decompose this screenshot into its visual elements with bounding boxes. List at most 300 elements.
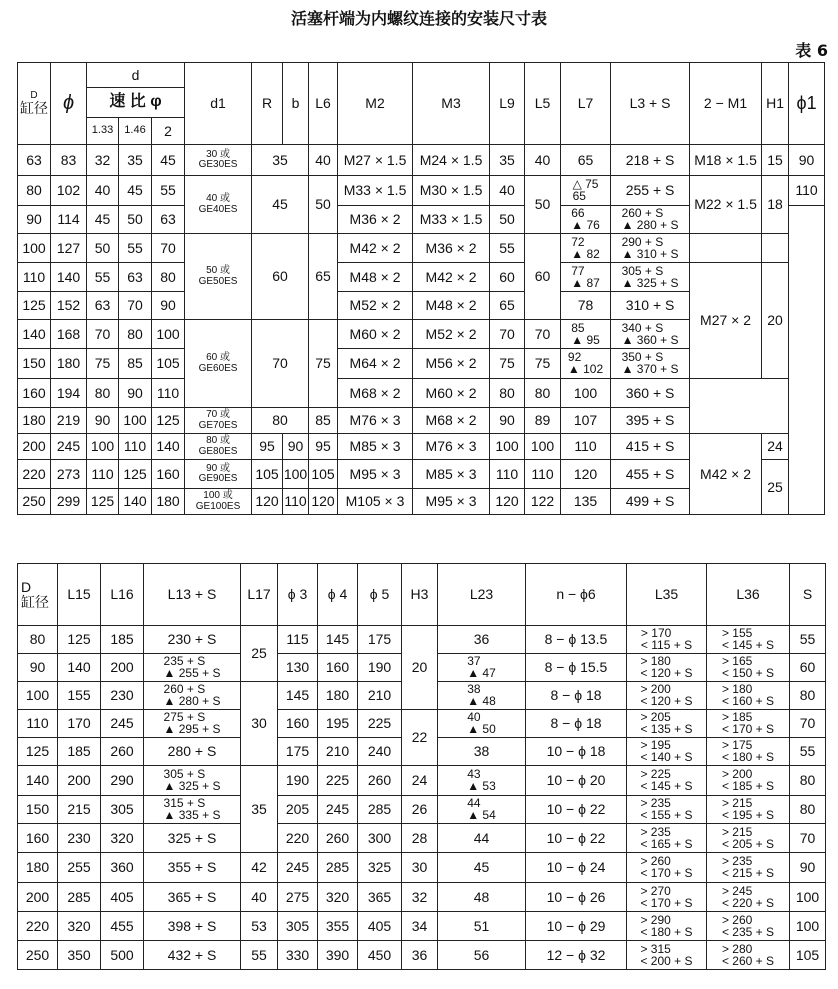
cell-L36: > 215 < 195 + S [707,796,790,824]
cell-S: 100 [790,883,826,912]
cell-L23: 40 ▲ 50 [438,710,526,738]
cell-H3: 28 [402,824,438,853]
hdr-bore: D 缸径 [18,63,51,145]
cell-bore: 100 [18,682,58,710]
cell-phi5: 325 [358,853,402,883]
cell-L15: 200 [58,766,101,796]
cell-L15: 125 [58,626,101,654]
table-row [18,263,825,292]
hdr-L16: L16 [101,564,144,626]
table-row [18,408,825,434]
cell-d: 55 [87,263,119,292]
table-row [18,824,826,853]
cell-M2: M52 × 2 [338,292,413,320]
cell-L5: 70 [525,320,561,349]
table-row [18,626,826,654]
hdr-L5: L5 [525,63,561,145]
hdr-ratio-2: 1.46 [119,118,152,145]
cell-L7: 66 ▲ 76 [561,206,611,234]
cell-L13S: 325 + S [144,824,241,853]
cell-L3S: 255 + S [611,176,690,206]
hdr-d: d [87,63,185,88]
cell-L13S: 432 + S [144,941,241,970]
dimension-table-2 [17,563,826,970]
hdr-L15: L15 [58,564,101,626]
cell-M3: M36 × 2 [413,234,490,263]
cell-R: 95 [252,434,283,460]
hdr-L3S: L3 + S [611,63,690,145]
cell-d: 110 [119,434,152,460]
cell-M3: M33 × 1.5 [413,206,490,234]
cell-bore: 200 [18,883,58,912]
cell-phi5: 365 [358,883,402,912]
cell-M1: M27 × 2 [690,263,762,379]
cell-S: 60 [790,654,826,682]
cell-L15: 155 [58,682,101,710]
cell-R: 35 [252,145,309,176]
cell-phi4: 285 [318,853,358,883]
cell-L17: 42 [241,853,278,883]
table-row [18,234,825,263]
cell-phi4: 195 [318,710,358,738]
cell-phi3: 145 [278,682,318,710]
hdr-L13S: L13 + S [144,564,241,626]
cell-d: 40 [87,176,119,206]
cell-phi4: 160 [318,654,358,682]
cell-H3: 24 [402,766,438,796]
cell-M2: M27 × 1.5 [338,145,413,176]
cell-n-phi6: 12 − ϕ 32 [526,941,627,970]
cell-L3S: 290 + S ▲ 310 + S [611,234,690,263]
table-row [18,796,826,824]
cell-d: 105 [152,349,185,379]
cell-n-phi6: 10 − ϕ 18 [526,738,627,766]
cell-bore: 220 [18,912,58,941]
cell-d: 63 [152,206,185,234]
cell-L13S: 305 + S ▲ 325 + S [144,766,241,796]
hdr-M3: M3 [413,63,490,145]
cell-M2: M33 × 1.5 [338,176,413,206]
cell-L7: 72 ▲ 82 [561,234,611,263]
cell-bore: 150 [18,796,58,824]
cell-phi3: 205 [278,796,318,824]
cell-phi4: 210 [318,738,358,766]
cell-L15: 255 [58,853,101,883]
cell-L13S: 275 + S ▲ 295 + S [144,710,241,738]
cell-M3: M76 × 3 [413,434,490,460]
cell-L36: > 245 < 220 + S [707,883,790,912]
cell-L35: > 235 < 155 + S [627,796,707,824]
cell-L7: 100 [561,379,611,408]
cell-d: 125 [87,489,119,515]
cell-L6: 65 [309,234,338,320]
cell-d: 63 [87,292,119,320]
cell-H1: 24 [762,434,789,460]
cell-d: 140 [119,489,152,515]
cell-M1: M22 × 1.5 [690,176,762,234]
hdr-b: b [283,63,309,145]
cell-L7: 78 [561,292,611,320]
cell-L5: 100 [525,434,561,460]
cell-n-phi6: 8 − ϕ 18 [526,710,627,738]
cell-bore: 220 [18,460,51,489]
cell-R: 105 [252,460,283,489]
cell-L23: 56 [438,941,526,970]
cell-d: 45 [152,145,185,176]
cell-L7: 107 [561,408,611,434]
cell-phi1: 90 [789,145,825,176]
cell-M3: M48 × 2 [413,292,490,320]
cell-L13S: 280 + S [144,738,241,766]
hdr-L17: L17 [241,564,278,626]
cell-phi4: 180 [318,682,358,710]
cell-d: 140 [152,434,185,460]
cell-L9: 90 [490,408,525,434]
cell-d: 32 [87,145,119,176]
cell-S: 70 [790,824,826,853]
cell-L23: 44 ▲ 54 [438,796,526,824]
cell-M2: M48 × 2 [338,263,413,292]
cell-S: 55 [790,738,826,766]
cell-d1: 50 或 GE50ES [185,234,252,320]
cell-d: 80 [87,379,119,408]
cell-L23: 45 [438,853,526,883]
cell-L9: 40 [490,176,525,206]
cell-bore: 90 [18,206,51,234]
cell-phi: 168 [51,320,87,349]
cell-bore: 160 [18,379,51,408]
cell-phi: 273 [51,460,87,489]
cell-L3S: 218 + S [611,145,690,176]
cell-M2: M42 × 2 [338,234,413,263]
cell-L3S: 350 + S ▲ 370 + S [611,349,690,379]
cell-n-phi6: 10 − ϕ 22 [526,796,627,824]
cell-L13S: 230 + S [144,626,241,654]
cell-H1: 18 [762,176,789,234]
cell-n-phi6: 8 − ϕ 15.5 [526,654,627,682]
cell-phi: 102 [51,176,87,206]
hdr-H3: H3 [402,564,438,626]
cell-L7: 85 ▲ 95 [561,320,611,349]
cell-L16: 305 [101,796,144,824]
cell-L5: 40 [525,145,561,176]
cell-M2: M68 × 2 [338,379,413,408]
cell-bore: 125 [18,738,58,766]
cell-L36: > 200 < 185 + S [707,766,790,796]
cell-L16: 185 [101,626,144,654]
cell-n-phi6: 10 − ϕ 20 [526,766,627,796]
cell-b: 110 [283,489,309,515]
cell-L36: > 180 < 160 + S [707,682,790,710]
cell-d: 45 [87,206,119,234]
cell-L35: > 270 < 170 + S [627,883,707,912]
cell-M2: M85 × 3 [338,434,413,460]
cell-n-phi6: 10 − ϕ 24 [526,853,627,883]
cell-d: 100 [87,434,119,460]
cell-L36: > 185 < 170 + S [707,710,790,738]
cell-L35: > 180 < 120 + S [627,654,707,682]
cell-d: 125 [152,408,185,434]
cell-bore: 63 [18,145,51,176]
cell-L23: 38 ▲ 48 [438,682,526,710]
cell-L3S: 340 + S ▲ 360 + S [611,320,690,349]
cell-phi3: 305 [278,912,318,941]
cell-L35: > 235 < 165 + S [627,824,707,853]
cell-R: 70 [252,320,309,408]
hdr-L9: L9 [490,63,525,145]
cell-L16: 245 [101,710,144,738]
cell-bore: 150 [18,349,51,379]
cell-L9: 55 [490,234,525,263]
table-row [18,145,825,176]
cell-bore: 100 [18,234,51,263]
cell-H3: 32 [402,883,438,912]
cell-R: 80 [252,408,309,434]
cell-L15: 285 [58,883,101,912]
hdr-speed-ratio: 速 比 φ [87,88,185,118]
cell-H1: 25 [762,460,789,515]
cell-L36: > 165 < 150 + S [707,654,790,682]
cell-bore: 110 [18,710,58,738]
cell-d: 70 [152,234,185,263]
cell-L7: 77 ▲ 87 [561,263,611,292]
cell-L16: 455 [101,912,144,941]
cell-L9: 60 [490,263,525,292]
cell-H1: 20 [762,263,789,379]
cell-L17: 25 [241,626,278,682]
cell-bore: 200 [18,434,51,460]
cell-M2: M36 × 2 [338,206,413,234]
hdr-H1: H1 [762,63,789,145]
cell-S: 80 [790,766,826,796]
cell-n-phi6: 8 − ϕ 13.5 [526,626,627,654]
hdr-ratio-3: 2 [152,118,185,145]
cell-d: 90 [87,408,119,434]
cell-L16: 320 [101,824,144,853]
table-row [18,379,825,408]
cell-d: 35 [119,145,152,176]
cell-phi: 114 [51,206,87,234]
cell-R: 60 [252,234,309,320]
cell-L13S: 365 + S [144,883,241,912]
cell-L36: > 280 < 260 + S [707,941,790,970]
cell-phi: 152 [51,292,87,320]
hdr-phi: ϕ [51,63,87,145]
cell-L17: 35 [241,766,278,853]
cell-H1: 15 [762,145,789,176]
cell-phi: 299 [51,489,87,515]
cell-d: 100 [119,408,152,434]
cell-L7: 65 [561,145,611,176]
cell-phi3: 190 [278,766,318,796]
cell-n-phi6: 10 − ϕ 29 [526,912,627,941]
cell-L17: 30 [241,682,278,766]
cell-L36: > 175 < 180 + S [707,738,790,766]
cell-d: 180 [152,489,185,515]
cell-M3: M30 × 1.5 [413,176,490,206]
dimension-table-1 [17,62,825,515]
cell-L16: 405 [101,883,144,912]
cell-L5: 89 [525,408,561,434]
cell-L9: 75 [490,349,525,379]
cell-M3: M24 × 1.5 [413,145,490,176]
cell-L23: 38 [438,738,526,766]
cell-L16: 360 [101,853,144,883]
cell-L23: 48 [438,883,526,912]
cell-L23: 44 [438,824,526,853]
cell-L6: 85 [309,408,338,434]
hdr-d1: d1 [185,63,252,145]
cell-L13S: 398 + S [144,912,241,941]
cell-phi: 180 [51,349,87,379]
cell-L23: 37 ▲ 47 [438,654,526,682]
cell-H1-empty [762,234,789,263]
cell-phi1: 110 [789,176,825,206]
cell-phi3: 175 [278,738,318,766]
cell-L15: 185 [58,738,101,766]
cell-L6: 40 [309,145,338,176]
cell-phi5: 300 [358,824,402,853]
cell-L6: 105 [309,460,338,489]
cell-d1: 60 或 GE60ES [185,320,252,408]
cell-L13S: 235 + S ▲ 255 + S [144,654,241,682]
cell-d: 70 [87,320,119,349]
cell-L23: 43 ▲ 53 [438,766,526,796]
cell-M3: M68 × 2 [413,408,490,434]
cell-M2: M76 × 3 [338,408,413,434]
cell-phi: 245 [51,434,87,460]
cell-d: 55 [152,176,185,206]
cell-L6: 120 [309,489,338,515]
hdr-S: S [790,564,826,626]
hdr-phi4: ϕ 4 [318,564,358,626]
cell-bore: 110 [18,263,51,292]
cell-H3: 36 [402,941,438,970]
hdr-ratio-1: 1.33 [87,118,119,145]
cell-L17: 53 [241,912,278,941]
cell-phi5: 285 [358,796,402,824]
cell-S: 105 [790,941,826,970]
cell-phi3: 245 [278,853,318,883]
cell-phi: 219 [51,408,87,434]
cell-L36: > 215 < 205 + S [707,824,790,853]
cell-d: 55 [119,234,152,263]
cell-bore: 80 [18,176,51,206]
cell-L35: > 290 < 180 + S [627,912,707,941]
cell-bore: 250 [18,489,51,515]
cell-M2: M95 × 3 [338,460,413,489]
cell-L7: 120 [561,460,611,489]
cell-L7: 92 ▲ 102 [561,349,611,379]
cell-L13S: 315 + S ▲ 335 + S [144,796,241,824]
cell-L9: 100 [490,434,525,460]
cell-n-phi6: 8 − ϕ 18 [526,682,627,710]
table-row [18,941,826,970]
table-number: 表 6 [795,41,828,60]
cell-phi3: 330 [278,941,318,970]
cell-M3: M95 × 3 [413,489,490,515]
cell-phi5: 260 [358,766,402,796]
cell-d: 100 [152,320,185,349]
cell-L36: > 260 < 235 + S [707,912,790,941]
cell-R: 120 [252,489,283,515]
cell-L16: 500 [101,941,144,970]
hdr-R: R [252,63,283,145]
cell-H3: 34 [402,912,438,941]
cell-L17: 55 [241,941,278,970]
hdr-M1: 2 − M1 [690,63,762,145]
hdr-L6: L6 [309,63,338,145]
cell-H3: 22 [402,710,438,766]
cell-bore: 80 [18,626,58,654]
cell-H3: 26 [402,796,438,824]
table-row [18,883,826,912]
cell-L15: 350 [58,941,101,970]
cell-M3: M42 × 2 [413,263,490,292]
hdr-L7: L7 [561,63,611,145]
table-row [18,853,826,883]
cell-L16: 290 [101,766,144,796]
cell-L35: > 195 < 140 + S [627,738,707,766]
cell-d: 50 [87,234,119,263]
cell-L35: > 170 < 115 + S [627,626,707,654]
cell-phi: 140 [51,263,87,292]
cell-S: 90 [790,853,826,883]
cell-L35: > 225 < 145 + S [627,766,707,796]
cell-L7: 135 [561,489,611,515]
cell-phi: 83 [51,145,87,176]
cell-phi4: 320 [318,883,358,912]
hdr-n-phi6: n − ϕ6 [526,564,627,626]
cell-S: 55 [790,626,826,654]
cell-M2: M64 × 2 [338,349,413,379]
cell-L36: > 155 < 145 + S [707,626,790,654]
cell-d: 125 [119,460,152,489]
table-row [18,434,825,460]
cell-L35: > 200 < 120 + S [627,682,707,710]
cell-b: 90 [283,434,309,460]
cell-L13S: 260 + S ▲ 280 + S [144,682,241,710]
cell-L3S: 395 + S [611,408,690,434]
cell-M3: M52 × 2 [413,320,490,349]
cell-phi3: 275 [278,883,318,912]
cell-bore: 250 [18,941,58,970]
cell-L3S: 310 + S [611,292,690,320]
cell-phi3: 130 [278,654,318,682]
page-title: 活塞杆端为内螺纹连接的安装尺寸表 [290,9,547,28]
cell-M3: M60 × 2 [413,379,490,408]
cell-d1: 30 或 GE30ES [185,145,252,176]
cell-phi5: 175 [358,626,402,654]
cell-bore: 180 [18,853,58,883]
cell-L23: 51 [438,912,526,941]
cell-M1-empty [690,234,762,263]
hdr-L23: L23 [438,564,526,626]
cell-L23: 36 [438,626,526,654]
cell-L6: 95 [309,434,338,460]
cell-phi1-empty [789,206,825,515]
cell-L7: 110 [561,434,611,460]
cell-L17: 40 [241,883,278,912]
cell-S: 80 [790,796,826,824]
cell-bore: 90 [18,654,58,682]
cell-d1: 100 或 GE100ES [185,489,252,515]
cell-M1: M42 × 2 [690,434,762,515]
cell-L7: △ 75 65 [561,176,611,206]
cell-S: 80 [790,682,826,710]
cell-d: 85 [119,349,152,379]
cell-phi4: 145 [318,626,358,654]
